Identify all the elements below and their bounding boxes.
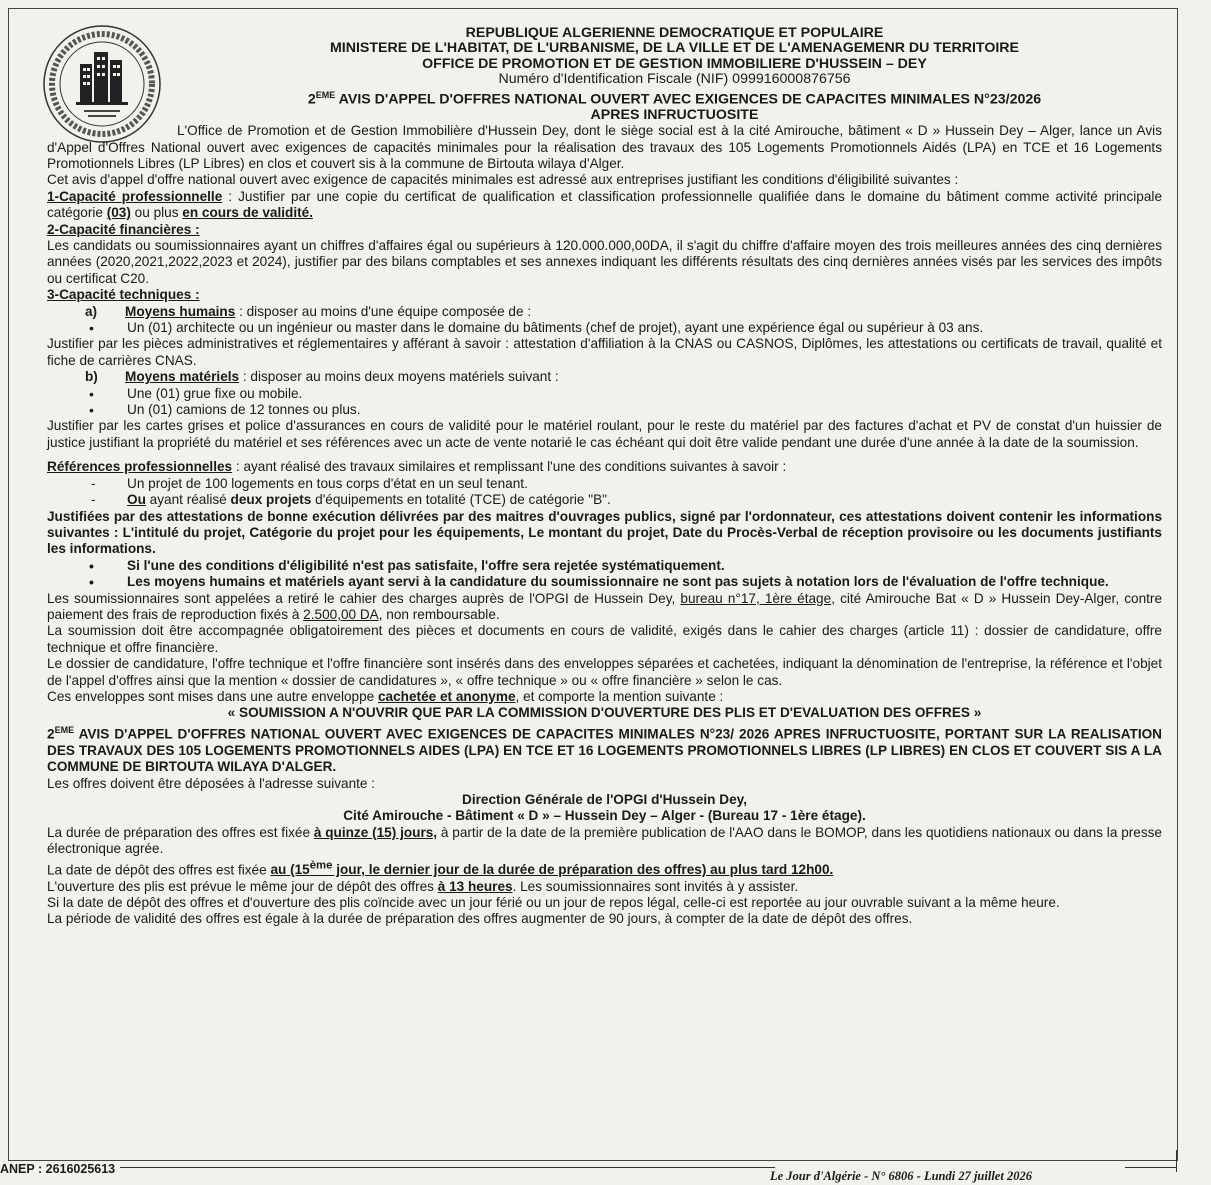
- date-validite: La période de validité des offres est égale à la durée de préparation des offres augmenter de 90 jours, à compter de la date de dépôt des offres.: [47, 911, 913, 927]
- mention-sup: EME: [54, 724, 75, 735]
- date-preparation: [47, 825, 1162, 858]
- header: [47, 26, 1162, 123]
- header-title: [207, 88, 1142, 108]
- date-ferie: Si la date de dépôt des offres et d'ouverture des plis coïncide avec un jour férié ou un jour de repos légal, celle-ci est reportée au jour ouvrable suivant a la même heure.: [47, 894, 1060, 910]
- footer-rule-right: [1125, 1167, 1177, 1168]
- proc-anonyme: cachetée et anonyme: [378, 688, 516, 704]
- d1-duration: à quinze (15) jours,: [313, 824, 438, 840]
- cap-professional: [47, 189, 1162, 222]
- d1-b: à partir de la date de la première publication de l'AAO dans le BOMOP, dans les quotidiens nationaux ou dans la presse électronique agrée.: [47, 824, 1162, 857]
- moyens-humains-title: Moyens humains: [125, 303, 236, 319]
- ref-text-b: deux projets: [230, 492, 312, 508]
- d2-sup: ème: [309, 859, 333, 872]
- d1-a: La durée de préparation des offres est fixée: [47, 824, 314, 840]
- list-item: • Un (01) camions de 12 tonnes ou plus.: [47, 402, 1162, 418]
- d2-a: La date de dépôt des offres est fixée: [47, 862, 271, 878]
- header-title-line2: APRES INFRUCTUOSITE: [590, 106, 759, 123]
- moyens-materiels: [47, 369, 1162, 385]
- proc-enveloppes: [47, 689, 1162, 705]
- moyens-materiels-label: b): [85, 369, 98, 385]
- moyens-humains-text: : disposer au moins d'une équipe composée de :: [235, 303, 532, 319]
- cap-pro-text: : Justifier par une copie du certificat de qualification et classification professionnelle qualifiée dans le domaine du bâtiment comme activité principale catégorie: [47, 188, 1163, 221]
- proc-dossier: Le dossier de candidature, l'offre technique et l'offre financière sont insérés dans des enveloppes séparées et cachetées, indiquant la dénomination de l'entreprise, la référence et l'objet de l'appel d'offres ainsi que la mention « dossier de candidatures », « offre technique » ou « offre financière » selon le cas.: [47, 656, 1162, 688]
- moyens-humains-label: a): [85, 303, 98, 319]
- d3-time: à 13 heures: [437, 878, 513, 894]
- footer-tick: [1176, 1150, 1177, 1172]
- cap-pro-title: 1-Capacité professionnelle: [47, 188, 223, 204]
- date-depot: [47, 858, 1162, 879]
- intro-eligibility: Cet avis d'appel d'offre national ouvert avec exigence de capacités minimales est adressé aux entreprises justifiant les conditions d'éligibilité suivantes :: [47, 172, 959, 188]
- list-item: • Un (01) architecte ou un ingénieur ou master dans le domaine du bâtiments (chef de projet), ayant une expérience égal ou supérieur à 03 ans.: [47, 320, 1162, 336]
- moyens-materiels-justify: Justifier par les cartes grises et police d'assurances en cours de validité pour le matériel roulant, pour le reste du matériel par des factures d'achat et PV de constat d'un huissier de justice justifiant la propriété du matériel et ses références avec un acte de vente notarié le cas échéant qui doit être valide pendant une durée d'une année à la date de la soumission.: [47, 418, 1162, 450]
- list-item: • Si l'une des conditions d'éligibilité n'est pas satisfaite, l'offre sera rejetée systématiquement.: [47, 558, 1162, 574]
- d2-deadline: [270, 859, 834, 878]
- list-item: [47, 492, 1162, 508]
- moyens-humains-justify: Justifier par les pièces administratives et réglementaires y afférant à savoir : attestation d'affiliation à la CNAS ou CASNOS, Diplômes, les attestations ou certificats de travail, qualité et fiche de carrières CNAS.: [47, 336, 1162, 368]
- proc-p4-a: Ces enveloppes sont mises dans une autre enveloppe: [47, 688, 378, 704]
- list-item: - Un projet de 100 logements en tous corps d'état en un seul tenant.: [47, 476, 1162, 492]
- proc-p1-c: non remboursable.: [382, 606, 500, 622]
- proc-p1-b: , cité Amirouche Bat « D » Hussein Dey-Alger, contre paiement des frais de reproduction fixés à: [47, 590, 1163, 622]
- proc-cahier: [47, 591, 1162, 624]
- list-item: • Une (01) grue fixe ou mobile.: [47, 386, 1162, 402]
- cap-pro-text-b: ou plus: [130, 205, 183, 221]
- references: [47, 459, 1162, 475]
- header-republic: REPUBLIQUE ALGERIENNE DEMOCRATIQUE ET POPULAIRE: [465, 25, 884, 41]
- header-ministry: MINISTERE DE L'HABITAT, DE L'URBANISME, DE LA VILLE ET DE L'AMENAGEMENR DU TERRITOIRE: [329, 40, 1020, 57]
- cap-pro-validity: en cours de validité.: [182, 205, 313, 221]
- cap-fin-text: Les candidats ou soumissionnaires ayant un chiffres d'affaires égal ou supérieurs à 120.000.000,00DA, il s'agit du chiffre d'affaire moyen des trois meilleures années des cinq dernières années (2020,2021,2022,2023 et 2024), justifier par des bilans comptables et ses annexes indiquant les différents résultats des cinq dernières années visés par les services des impôts ou certificat C20.: [47, 238, 1162, 286]
- date-ouverture: [47, 879, 1162, 895]
- references-attestations: Justifiées par des attestations de bonne exécution délivrées par des maitres d'ouvrages publics, signé par l'ordonnateur, ces attestations doivent contenir les informations suivantes : L'intitulé du projet, Catégorie du projet pour les équipements, Le montant du projet, Date du Procès-Verbal de réception provisoire ou les documents justifiants les informations.: [47, 508, 1162, 557]
- d2-u2: jour, le dernier jour de la durée de préparation des offres) au plus tard 12h00.: [332, 862, 834, 878]
- ref-text-c: d'équipements en totalité (TCE) de catégorie "B".: [311, 492, 611, 508]
- footer-anep: ANEP : 2616025613: [0, 1161, 119, 1177]
- mention-body: [47, 722, 1162, 776]
- title-number: 2: [307, 91, 316, 108]
- footer-journal: Le Jour d'Algérie - N° 6806 - Lundi 27 juillet 2026: [770, 1169, 1032, 1183]
- footer-rule-left: [120, 1167, 775, 1168]
- cap-fin-title: 2-Capacité financières :: [47, 221, 200, 237]
- list-item: • Les moyens humains et matériels ayant servi à la candidature du soumissionnaire ne sont pas sujets à notation lors de l'évaluation de l'offre technique.: [47, 574, 1162, 590]
- references-title: Références professionnelles: [47, 459, 233, 475]
- mention-rest: AVIS D'APPEL D'OFFRES NATIONAL OUVERT AVEC EXIGENCES DE CAPACITES MINIMALES N°23/ 2026 APRES INFRUCTUOSITE, PORTANT SUR LA REALISATION DES TRAVAUX DES 105 LOGEMENTS PROMOTIONNELS AIDES (LPA) EN TCE ET 16 LOGEMENTS PROMOTIONNELS LIBRES (LP LIBRES) EN CLOS ET COUVERT SIS A LA COMMUNE DE BIRTOUTA WILAYA D'ALGER.: [47, 726, 1162, 775]
- ref-or: Ou: [127, 492, 146, 508]
- proc-soumission: La soumission doit être accompagnée obligatoirement des pièces et documents en cours de validité, exigés dans le cahier des charges (article 11) : dossier de candidature, offre technique et offre financière.: [47, 623, 1162, 655]
- references-text: : ayant réalisé des travaux similaires et remplissant l'une des conditions suivantes à savoir :: [232, 459, 787, 475]
- d3-a: L'ouverture des plis est prévue le même jour de dépôt des offres: [47, 878, 438, 894]
- cap-tech-title: 3-Capacité techniques :: [47, 287, 200, 303]
- proc-p4-b: , et comporte la mention suivante :: [515, 688, 724, 704]
- intro-paragraph: L'Office de Promotion et de Gestion Immobilière d'Hussein Dey, dont le siège social est à la cité Amirouche, bâtiment « D » Hussein Dey – Alger, lance un Avis d'Appel d'Offres National ouvert avec exigences de capacités minimales pour la réalisation des travaux des 105 Logements Promotionnels Aidés (LPA) en TCE et 16 Logements Promotionnels Libres (LP Libres) en clos et couvert sis à la commune de Birtouta wilaya d'Alger.: [47, 123, 1162, 171]
- title-sup: EME: [315, 89, 336, 100]
- d2-u1: au (15: [270, 862, 310, 878]
- address-line1: Direction Générale de l'OPGI d'Hussein Dey,: [462, 791, 747, 807]
- moyens-humains: [47, 304, 1162, 320]
- ref-text-a: ayant réalisé: [145, 492, 231, 508]
- announcement: [47, 26, 1162, 928]
- mention-line1: « SOUMISSION A N'OUVRIR QUE PAR LA COMMISSION D'OUVERTURE DES PLIS ET D'EVALUATION DES OFFRES »: [227, 705, 982, 721]
- d3-b: . Les soumissionnaires sont invités à y assister.: [512, 878, 799, 894]
- header-office: OFFICE DE PROMOTION ET DE GESTION IMMOBILIERE D'HUSSEIN – DEY: [422, 55, 927, 72]
- proc-office: bureau n°17, 1ère étage: [680, 590, 832, 606]
- moyens-materiels-text: : disposer au moins deux moyens matériels suivant :: [239, 369, 559, 385]
- mention-num: 2: [47, 726, 55, 742]
- proc-fee: 2.500,00 DA,: [303, 606, 383, 622]
- address-line2: Cité Amirouche - Bâtiment « D » – Hussein Dey – Alger - (Bureau 17 - 1ère étage).: [343, 808, 866, 824]
- address-intro: Les offres doivent être déposées à l'adresse suivante :: [47, 775, 376, 791]
- proc-p1-a: Les soumissionnaires sont appelées a retiré le cahier des charges auprès de l'OPGI de Hussein Dey,: [47, 590, 681, 606]
- header-nif: Numéro d'Identification Fiscale (NIF) 099916000876756: [498, 71, 851, 88]
- title-rest: AVIS D'APPEL D'OFFRES NATIONAL OUVERT AVEC EXIGENCES DE CAPACITES MINIMALES N°23/2026: [335, 91, 1042, 108]
- moyens-materiels-title: Moyens matériels: [125, 369, 240, 385]
- cap-pro-category: (03): [106, 205, 131, 221]
